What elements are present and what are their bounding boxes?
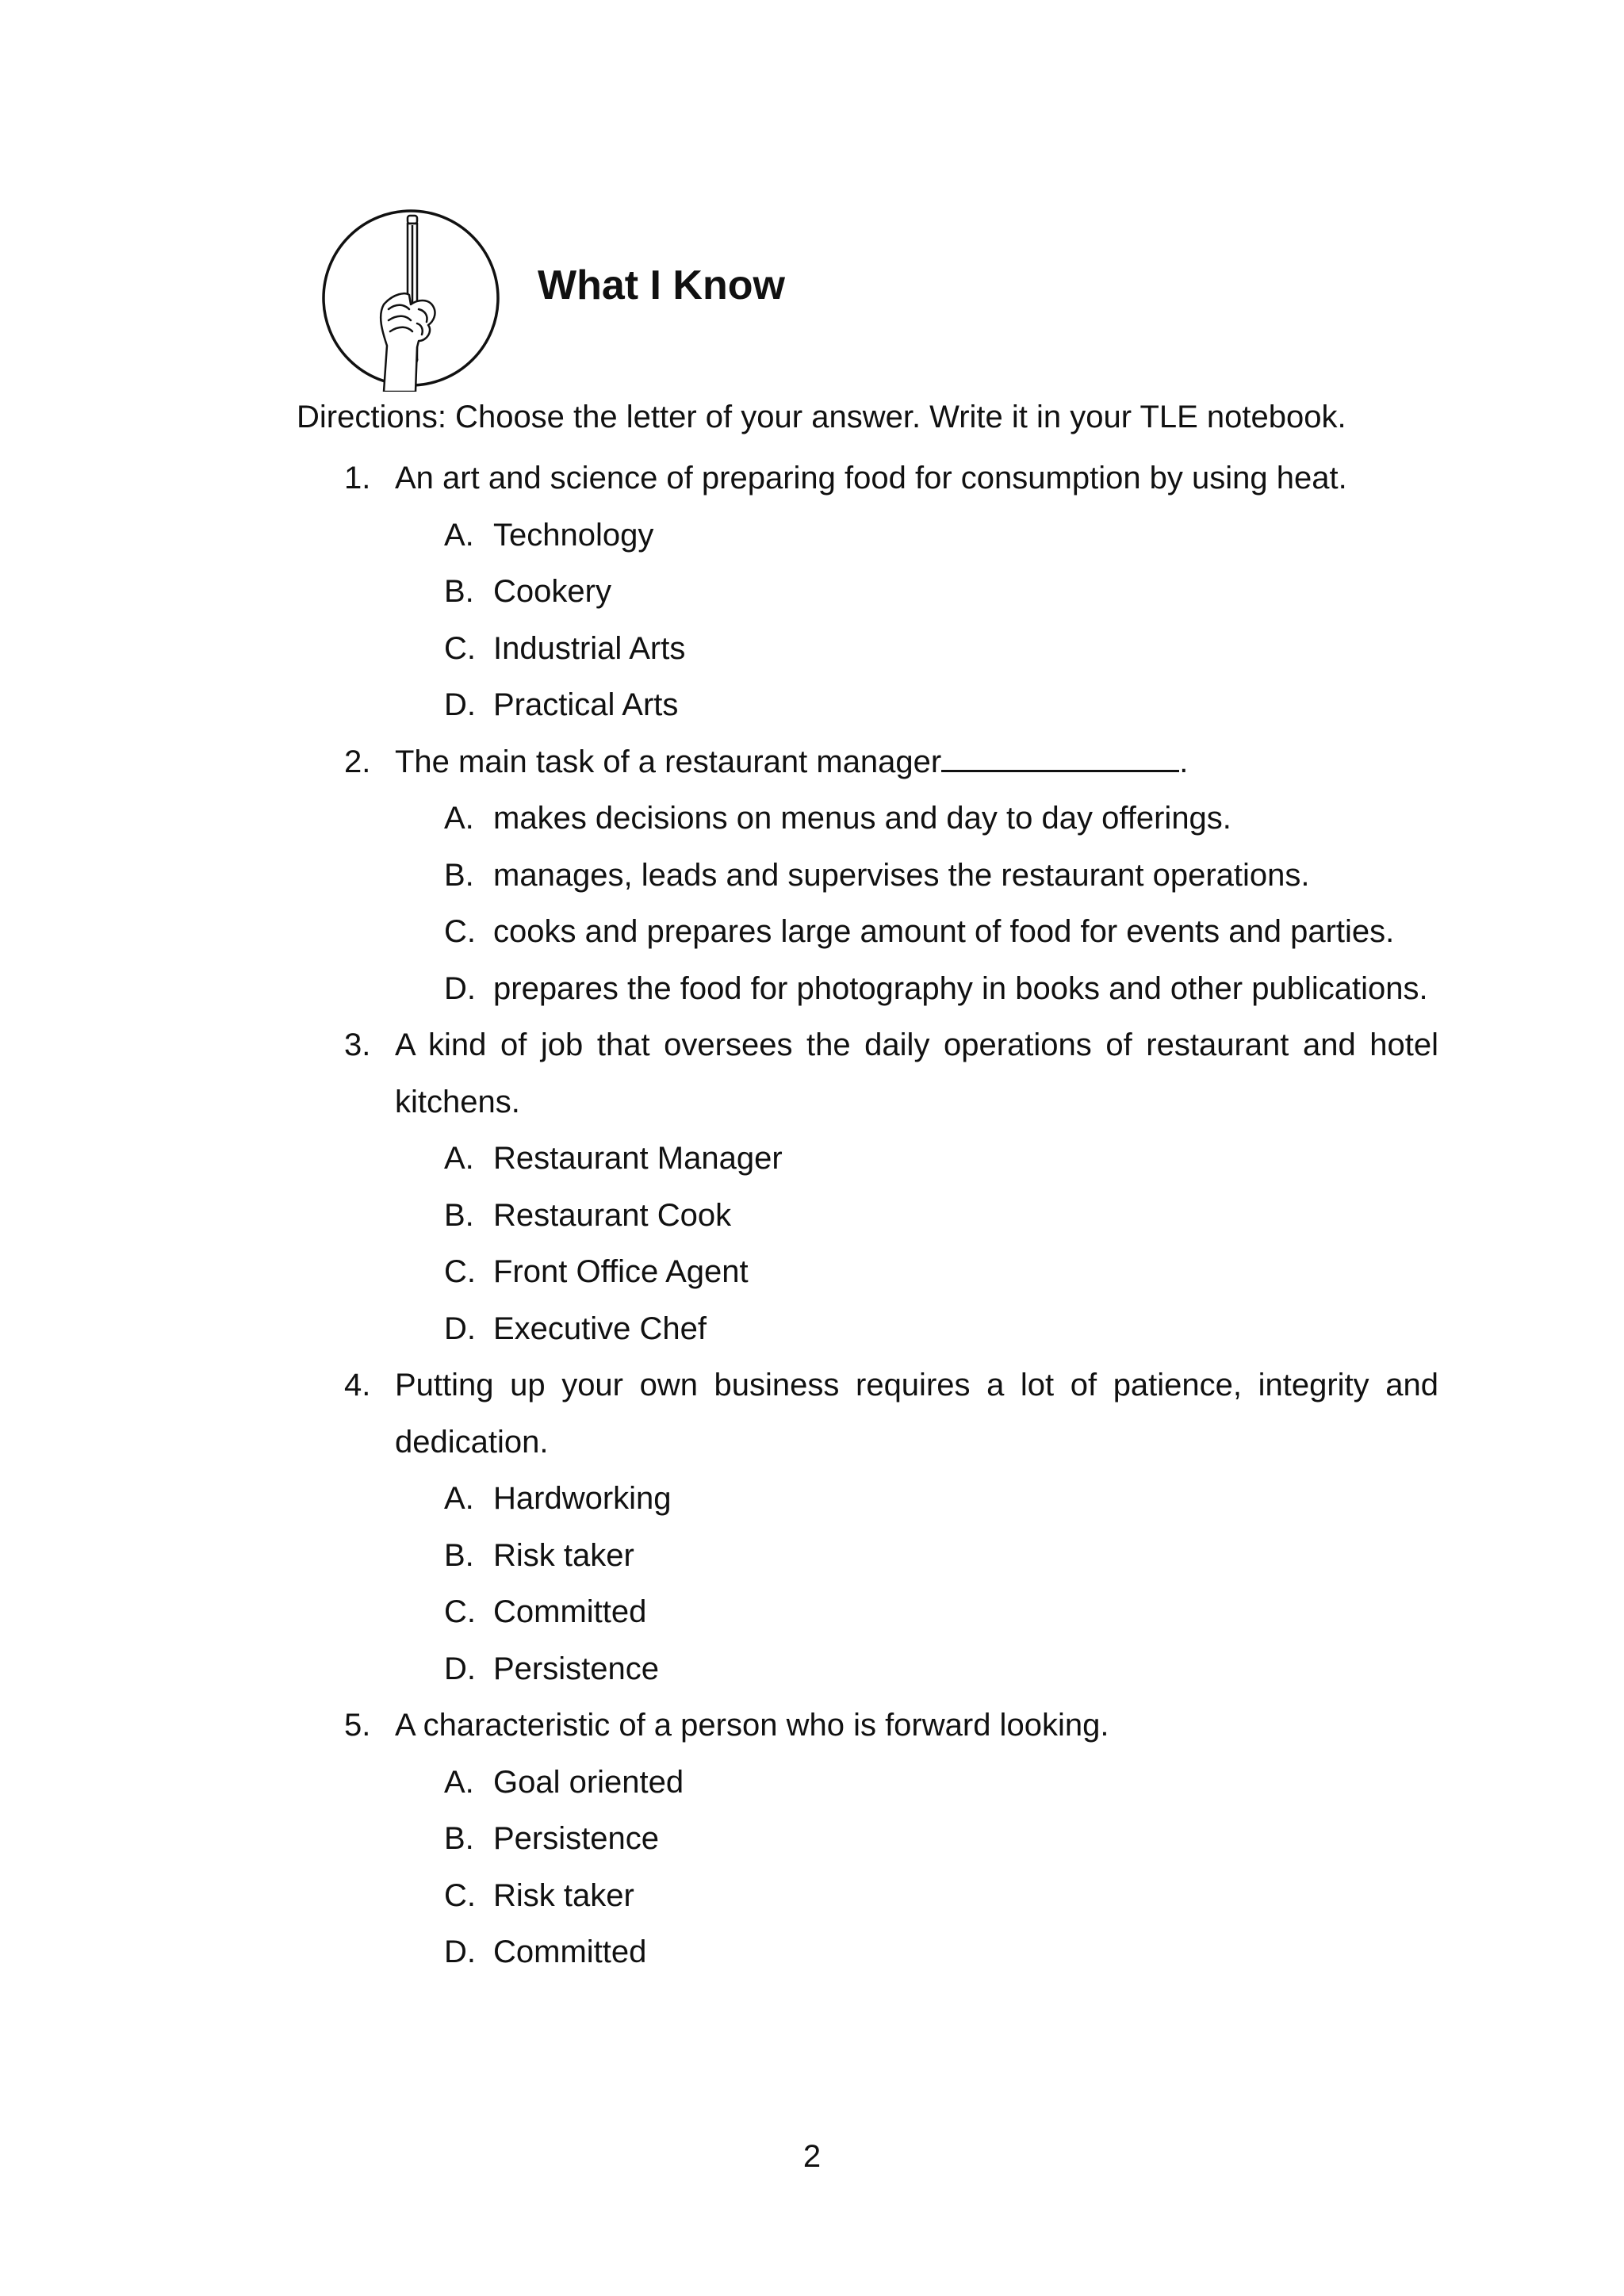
- question-number: 4.: [344, 1368, 371, 1402]
- page-number: 2: [802, 2139, 822, 2174]
- choice-option: [395, 621, 1438, 678]
- choice-text: Persistence: [493, 1821, 659, 1856]
- question-item: [297, 450, 1438, 734]
- choice-option: [395, 1244, 1438, 1301]
- choice-letter: A.: [444, 1764, 474, 1800]
- question-text: A characteristic of a person who is forward looking.: [395, 1708, 1109, 1743]
- section-header: [317, 205, 1348, 395]
- choice-option: [395, 1584, 1438, 1641]
- choice-text: makes decisions on menus and day to day offerings.: [493, 801, 1231, 836]
- question-text: An art and science of preparing food for consumption by using heat.: [395, 461, 1347, 496]
- choice-text: Restaurant Cook: [493, 1197, 732, 1233]
- choice-option: [395, 1188, 1438, 1245]
- choice-text: Persistence: [493, 1651, 659, 1686]
- choice-letter: A.: [444, 1141, 474, 1176]
- choice-list: [395, 1131, 1438, 1357]
- choice-list: [395, 507, 1438, 734]
- choice-letter: A.: [444, 801, 474, 836]
- choice-text: manages, leads and supervises the restaurant operations.: [493, 857, 1310, 893]
- choice-text: Risk taker: [493, 1877, 634, 1913]
- choice-letter: C.: [444, 1877, 476, 1913]
- choice-option: [395, 507, 1438, 564]
- choice-option: [395, 1811, 1438, 1868]
- choice-option: [395, 564, 1438, 621]
- choice-letter: D.: [444, 687, 476, 722]
- hand-holding-pencil-icon: [317, 205, 504, 392]
- question-item: [297, 1697, 1438, 1981]
- question-item: [297, 1017, 1438, 1357]
- choice-option: [395, 1528, 1438, 1585]
- choice-letter: B.: [444, 1537, 474, 1573]
- choice-list: [395, 790, 1438, 1017]
- choice-text: cooks and prepares large amount of food for events and parties.: [493, 914, 1395, 949]
- directions-text: Directions: Choose the letter of your answer. Write it in your TLE notebook.: [297, 400, 1346, 434]
- question-text-wrapper: [395, 734, 1438, 791]
- choice-letter: D.: [444, 1934, 476, 1969]
- choice-letter: D.: [444, 1311, 476, 1346]
- choice-text: Front Office Agent: [493, 1254, 749, 1289]
- choice-letter: C.: [444, 914, 476, 949]
- question-number: 1.: [344, 461, 371, 496]
- choice-option: [395, 1755, 1438, 1812]
- question-item: [297, 734, 1438, 1018]
- question-number: 2.: [344, 744, 371, 779]
- question-item: [297, 1357, 1438, 1697]
- choice-text: prepares the food for photography in books and other publications.: [493, 970, 1428, 1006]
- question-list: [297, 450, 1438, 1981]
- choice-text: Committed: [493, 1594, 647, 1629]
- choice-text: Practical Arts: [493, 687, 679, 722]
- choice-list: [395, 1755, 1438, 1981]
- choice-text: Committed: [493, 1934, 647, 1969]
- choice-letter: D.: [444, 970, 476, 1006]
- choice-option: [395, 848, 1438, 905]
- question-number: 3.: [344, 1027, 371, 1062]
- choice-letter: C.: [444, 1254, 476, 1289]
- answer-blank-line: [941, 743, 1179, 772]
- choice-option: [395, 1924, 1438, 1981]
- choice-letter: B.: [444, 1821, 474, 1856]
- page-title: What I Know: [538, 262, 785, 308]
- choice-option: [395, 961, 1438, 1018]
- choice-letter: A.: [444, 1481, 474, 1516]
- choice-text: Risk taker: [493, 1537, 634, 1573]
- choice-letter: C.: [444, 1594, 476, 1629]
- choice-letter: A.: [444, 517, 474, 553]
- choice-text: Executive Chef: [493, 1311, 707, 1346]
- choice-option: [395, 1641, 1438, 1698]
- question-text: Putting up your own business requires a lot of patience, integrity and dedication.: [395, 1368, 1438, 1460]
- question-text-end: .: [1179, 744, 1189, 779]
- choice-option: [395, 790, 1438, 848]
- choice-letter: B.: [444, 574, 474, 609]
- question-text: A kind of job that oversees the daily operations of restaurant and hotel kitchens.: [395, 1027, 1438, 1119]
- choice-letter: B.: [444, 1197, 474, 1233]
- choice-option: [395, 1868, 1438, 1925]
- choice-option: [395, 1131, 1438, 1188]
- choice-letter: B.: [444, 857, 474, 893]
- choice-text: Cookery: [493, 574, 611, 609]
- choice-letter: C.: [444, 630, 476, 666]
- choice-text: Technology: [493, 517, 654, 553]
- choice-option: [395, 1471, 1438, 1528]
- choice-option: [395, 904, 1438, 961]
- choice-option: [395, 1301, 1438, 1358]
- choice-letter: D.: [444, 1651, 476, 1686]
- question-text: The main task of a restaurant manager: [395, 744, 942, 779]
- question-number: 5.: [344, 1708, 371, 1743]
- choice-option: [395, 677, 1438, 734]
- choice-text: Goal oriented: [493, 1764, 684, 1800]
- choice-list: [395, 1471, 1438, 1697]
- choice-text: Restaurant Manager: [493, 1141, 783, 1176]
- choice-text: Hardworking: [493, 1481, 672, 1516]
- choice-text: Industrial Arts: [493, 630, 686, 666]
